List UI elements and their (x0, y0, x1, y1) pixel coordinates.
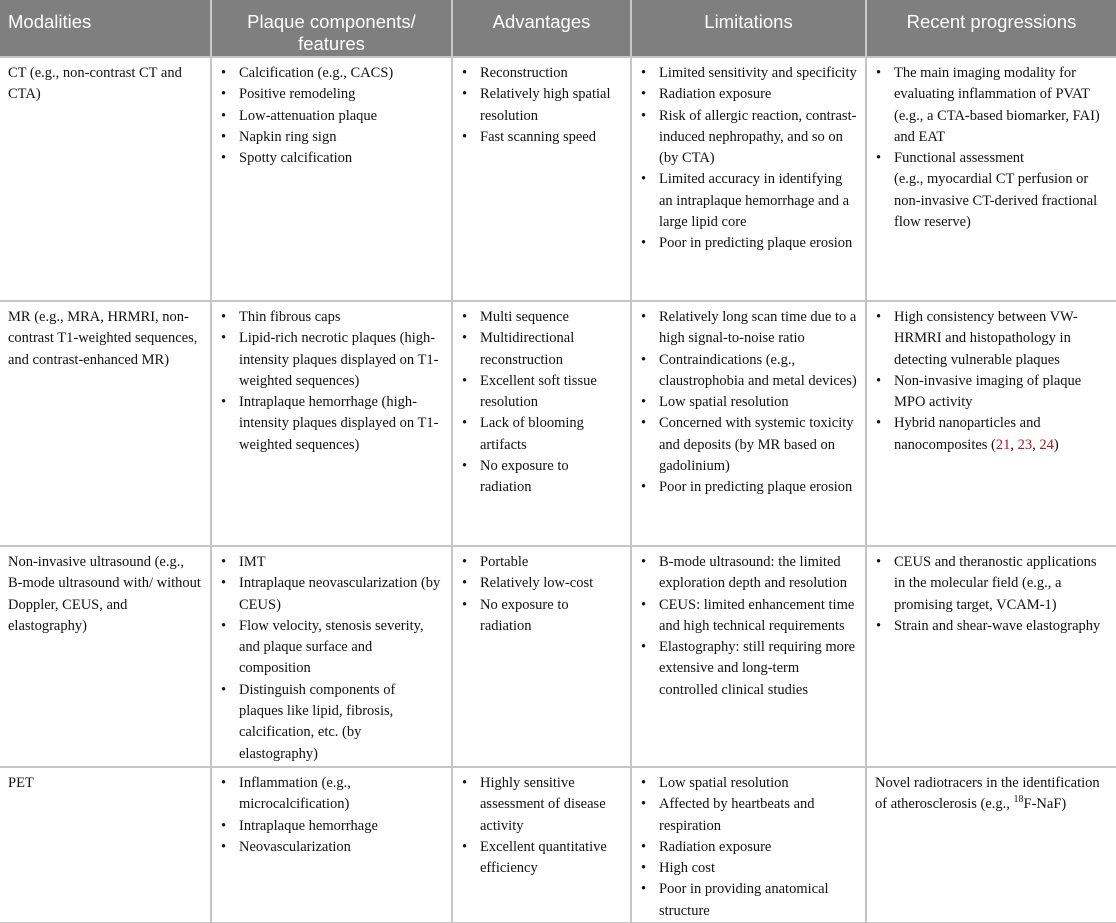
advantages-cell (452, 767, 631, 923)
ref-close: ) (1053, 436, 1059, 453)
list-item: • Low-attenuation plaque (220, 106, 443, 127)
list-item: • Non-invasive imaging of plaque MPO activity (875, 371, 1108, 414)
list-item (875, 413, 1108, 456)
list-item: • Inflammation (e.g., microcalcification) (220, 773, 443, 816)
list-item: • Low spatial resolution (640, 392, 857, 413)
reference-link[interactable]: 23 (1017, 436, 1033, 453)
table-row-pet (0, 767, 1116, 923)
list-item: • Positive remodeling (220, 84, 443, 105)
list-item: • Low spatial resolution (640, 773, 857, 794)
list-item: • Functional assessment (875, 148, 1108, 169)
header-advantages: Advantages (452, 0, 631, 57)
table-row-ct (0, 57, 1116, 301)
list-item: • Limited accuracy in identifying an intraplaque hemorrhage and a large lipid core (640, 169, 857, 233)
list-item: • Limited sensitivity and specificity (640, 63, 857, 84)
list-item: • Neovascularization (220, 837, 443, 858)
ref-separator: , (1032, 436, 1040, 453)
isotope-superscript: 18 (1013, 794, 1024, 806)
list-item: • Distinguish components of plaques like lipid, fibrosis, calcification, etc. (by elastography) (220, 680, 443, 765)
features-cell (211, 57, 452, 301)
list-item: • Highly sensitive assessment of disease activity (461, 773, 622, 837)
list-item: • Spotty calcification (220, 148, 443, 169)
features-cell (211, 301, 452, 546)
list-item: • Intraplaque hemorrhage (220, 816, 443, 837)
list-item: • Contraindications (e.g., claustrophobia and metal devices) (640, 350, 857, 393)
list-item: • Concerned with systemic toxicity and deposits (by MR based on gadolinium) (640, 413, 857, 477)
header-plaque-components: Plaque components/ features (211, 0, 452, 57)
list-item: • Lipid-rich necrotic plaques (high-intensity plaques displayed on T1-weighted sequences) (220, 328, 443, 392)
progressions-cell (866, 546, 1116, 767)
progressions-cell (866, 767, 1116, 923)
modality-cell: PET (0, 767, 211, 923)
table-row-ultrasound (0, 546, 1116, 767)
progression-tail: F-NaF) (1023, 796, 1067, 813)
list-item: • Excellent quantitative efficiency (461, 837, 622, 880)
progression-text: Hybrid nanoparticles and nanocomposites ( (894, 415, 1041, 453)
list-item: • Fast scanning speed (461, 127, 622, 148)
table-row-mr (0, 301, 1116, 546)
header-row (0, 0, 1116, 57)
progressions-cell (866, 57, 1116, 301)
list-item: • Poor in providing anatomical structure (640, 879, 857, 922)
list-item: • Affected by heartbeats and respiration (640, 794, 857, 837)
list-item: • Relatively high spatial resolution (461, 84, 622, 127)
list-item: • Intraplaque hemorrhage (high-intensity plaques displayed on T1-weighted sequences) (220, 392, 443, 456)
list-item: • No exposure to radiation (461, 456, 622, 499)
advantages-cell (452, 546, 631, 767)
header-limitations: Limitations (631, 0, 866, 57)
list-item: • Elastography: still requiring more extensive and long-term controlled clinical studies (640, 637, 857, 701)
list-item: • Flow velocity, stenosis severity, and plaque surface and composition (220, 616, 443, 680)
limitations-cell (631, 546, 866, 767)
list-item: • CEUS and theranostic applications in the molecular field (e.g., a promising target, VCAM-1) (875, 552, 1108, 616)
ref-separator: , (1010, 436, 1018, 453)
list-item: • Risk of allergic reaction, contrast-induced nephropathy, and so on (by CTA) (640, 106, 857, 170)
list-item: • Radiation exposure (640, 837, 857, 858)
list-item: • Poor in predicting plaque erosion (640, 233, 857, 254)
list-item: • No exposure to radiation (461, 595, 622, 638)
limitations-cell (631, 767, 866, 923)
list-item: • Multidirectional reconstruction (461, 328, 622, 371)
list-item: • Lack of blooming artifacts (461, 413, 622, 456)
list-item: • Intraplaque neovascularization (by CEUS) (220, 573, 443, 616)
list-item: • Radiation exposure (640, 84, 857, 105)
reference-link[interactable]: 21 (995, 436, 1011, 453)
header-modalities: Modalities (0, 0, 211, 57)
list-item: • Excellent soft tissue resolution (461, 371, 622, 414)
list-item: • The main imaging modality for evaluating inflammation of PVAT (e.g., a CTA-based biomarker, FAI) and EAT (875, 63, 1108, 148)
modality-cell: MR (e.g., MRA, HRMRI, non-contrast T1-weighted sequences, and contrast-enhanced MR) (0, 301, 211, 546)
list-item: • Relatively low-cost (461, 573, 622, 594)
list-item: • High cost (640, 858, 857, 879)
list-item: • Relatively long scan time due to a high signal-to-noise ratio (640, 307, 857, 350)
list-item: • Thin fibrous caps (220, 307, 443, 328)
modality-cell: Non-invasive ultrasound (e.g., B-mode ultrasound with/ without Doppler, CEUS, and elastography) (0, 546, 211, 767)
modality-cell: CT (e.g., non-contrast CT and CTA) (0, 57, 211, 301)
reference-link[interactable]: 24 (1039, 436, 1054, 453)
features-cell (211, 767, 452, 923)
list-item: • Strain and shear-wave elastography (875, 616, 1108, 637)
list-item: • Calcification (e.g., CACS) (220, 63, 443, 84)
list-item: • Multi sequence (461, 307, 622, 328)
list-item-continuation: (e.g., myocardial CT perfusion or non-invasive CT-derived fractional flow reserve) (894, 171, 1098, 231)
list-item: • High consistency between VW-HRMRI and histopathology in detecting vulnerable plaques (875, 307, 1108, 371)
features-cell (211, 546, 452, 767)
limitations-cell (631, 57, 866, 301)
list-item: • IMT (220, 552, 443, 573)
list-item: • Reconstruction (461, 63, 622, 84)
advantages-cell (452, 301, 631, 546)
list-item: • Napkin ring sign (220, 127, 443, 148)
limitations-cell (631, 301, 866, 546)
list-item: • B-mode ultrasound: the limited exploration depth and resolution (640, 552, 857, 595)
advantages-cell (452, 57, 631, 301)
list-item: • CEUS: limited enhancement time and high technical requirements (640, 595, 857, 638)
list-item: • Poor in predicting plaque erosion (640, 477, 857, 498)
progressions-cell (866, 301, 1116, 546)
list-item: • Portable (461, 552, 622, 573)
progression-text: Novel radiotracers in the identification of atherosclerosis (e.g., (875, 775, 1100, 813)
header-recent-progressions: Recent progressions (866, 0, 1116, 57)
